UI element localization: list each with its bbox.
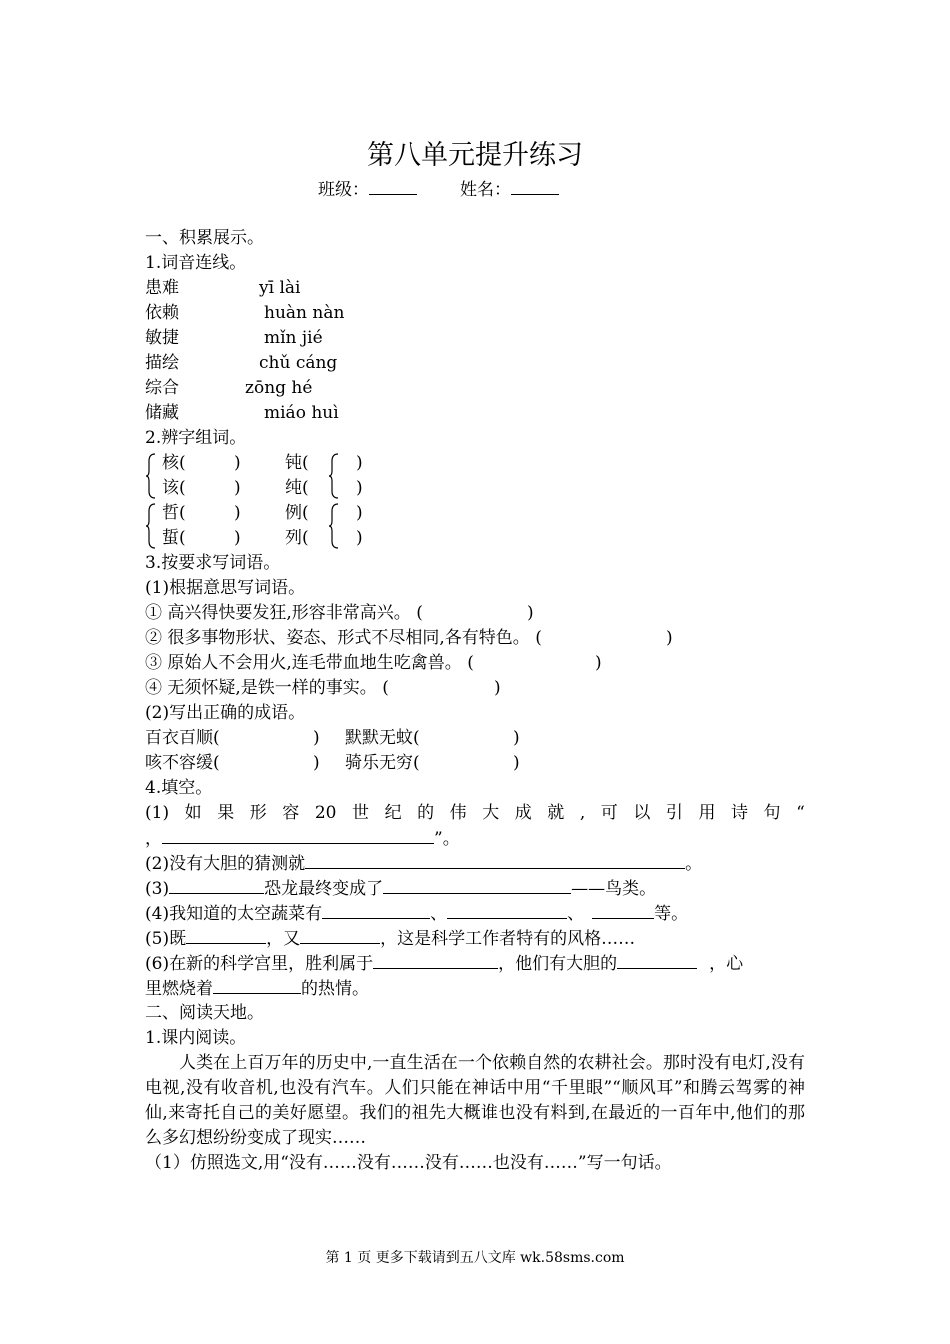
q4-l1-token: , (579, 803, 586, 823)
q4-l1-token: 成 (514, 803, 532, 823)
q4-line5 (145, 926, 635, 952)
q4-l1-token: 纪 (384, 803, 402, 823)
q4-l3-text: 恐龙最终变成了 (264, 879, 384, 899)
reading-passage: 人类在上百万年的历史中,一直生活在一个依赖自然的农耕社会。那时没有电灯,没有电视,没有收音机,也没有汽车。人们只能在神话中用“千里眼”“顺风耳”和腾云驾雾的神仙,来寄托自己的美好愿望。我们的祖先大概谁也没有料到,在最近的一百年中,他们的那么多幻想纷纷变成了现实…… (145, 1053, 805, 1148)
q3-idiom-close: ) (313, 728, 320, 748)
q2-close: ) (356, 528, 363, 548)
q4-l1-token: 诗 (730, 803, 748, 823)
q4-l1-token: 句 (763, 803, 781, 823)
q4-l1b-end: ”。 (434, 829, 460, 849)
q2-char: 哲( (162, 503, 186, 523)
q1-heading: 1.词音连线。 (145, 253, 247, 273)
q4-l4-sep: 、 (567, 904, 585, 924)
q3-idiom: 默默无蚊( (345, 728, 420, 748)
q4-l1-token: 的 (417, 803, 435, 823)
q4-l6-text: ，他们有大胆的 (498, 954, 618, 974)
q4-l1-token: 世 (352, 803, 370, 823)
q2-close: ) (234, 453, 241, 473)
q4-l1-token: 如 (184, 803, 202, 823)
q4-blank-1[interactable] (162, 826, 434, 844)
left-brace (145, 453, 157, 499)
q1-word: 依赖 (145, 303, 179, 323)
q4-blank-5a[interactable] (186, 926, 266, 944)
class-blank[interactable] (369, 177, 417, 195)
q3-item-close: ) (527, 603, 534, 623)
q4-l1-token: 伟 (449, 803, 467, 823)
right-group-brace (328, 503, 340, 549)
q4-l1-token: 可 (600, 803, 618, 823)
q4-l1-token: 就 (547, 803, 565, 823)
left-brace (145, 503, 157, 549)
q4-l1-token: 引 (665, 803, 683, 823)
q1-word: 综合 (145, 378, 179, 398)
q2-char: 蜇( (162, 528, 186, 548)
q2-char: 列( (285, 528, 309, 548)
q2-close: ) (234, 503, 241, 523)
q4-l1-token: 容 (282, 803, 300, 823)
q4-heading: 4.填空。 (145, 778, 213, 798)
s2-sub-heading: 1.课内阅读。 (145, 1028, 247, 1048)
q1-word: 患难 (145, 278, 179, 298)
q1-pinyin: yī lài (259, 278, 301, 298)
q4-blank-7[interactable] (213, 976, 301, 994)
q2-heading: 2.辨字组词。 (145, 428, 247, 448)
q4-blank-5b[interactable] (300, 926, 380, 944)
q4-l1-token: 果 (217, 803, 235, 823)
q4-blank-6b[interactable] (617, 951, 697, 969)
q3-idiom-close: ) (513, 728, 520, 748)
name-field (460, 177, 559, 203)
name-label: 姓名： (460, 180, 511, 200)
q4-l4-end: 等。 (654, 904, 689, 924)
section-1-heading: 一、积累展示。 (145, 228, 264, 248)
q2-close: ) (356, 478, 363, 498)
q1-pinyin: miáo huì (264, 403, 339, 423)
q4-blank-4a[interactable] (322, 901, 430, 919)
q4-line1b (145, 826, 460, 852)
q3-idiom: 百衣百顺( (145, 728, 220, 748)
q4-l7-text: 里燃烧着 (145, 979, 213, 999)
page-footer: 第 1 页 更多下载请到五八文库 wk.58sms.com (325, 1250, 625, 1266)
q4-blank-6a[interactable] (373, 951, 498, 969)
q1-pinyin: zōng hé (245, 378, 313, 398)
q1-word: 储藏 (145, 403, 179, 423)
q4-l5-end: ，这是科学工作者特有的风格…… (380, 929, 636, 949)
q4-blank-2[interactable] (305, 851, 685, 869)
q1-pinyin: mǐn jié (264, 328, 323, 348)
q2-char: 核( (162, 453, 186, 473)
q4-l2-end: 。 (685, 854, 703, 874)
q2-close: ) (234, 478, 241, 498)
q4-blank-4b[interactable] (447, 901, 567, 919)
q4-l4-sep: 、 (430, 904, 448, 924)
q1-pinyin: chǔ cáng (259, 353, 338, 373)
q3-heading: 3.按要求写词语。 (145, 553, 281, 573)
q3-item-close: ) (595, 653, 602, 673)
q4-l2-text: (2)没有大胆的猜测就 (145, 854, 306, 874)
q4-l1-token: 大 (482, 803, 500, 823)
section-2-heading: 二、阅读天地。 (145, 1003, 264, 1023)
q3-item-close: ) (494, 678, 501, 698)
q1-word: 敏捷 (145, 328, 179, 348)
q2-close: ) (356, 503, 363, 523)
q4-l5-text: ，又 (266, 929, 301, 949)
q3-item-close: ) (666, 628, 673, 648)
q4-l6-end: ，心 (709, 954, 744, 974)
q1-pinyin: huàn nàn (264, 303, 345, 323)
q4-l4-text: (4)我知道的太空蔬菜有 (145, 904, 323, 924)
q4-line4 (145, 901, 688, 927)
q3-idiom: 咳不容缓( (145, 753, 220, 773)
class-label: 班级： (318, 180, 369, 200)
q4-l3-end: ——鸟类。 (571, 879, 657, 899)
q4-l7-end: 的热情。 (301, 979, 369, 999)
q2-char: 钝( (285, 453, 309, 473)
q4-l1-token: “ (796, 803, 805, 823)
q4-line1 (145, 801, 805, 826)
reading-question-1: （1）仿照选文,用“没有……没有……没有……也没有……”写一句话。 (145, 1153, 672, 1173)
q4-blank-3a[interactable] (169, 876, 264, 894)
q4-line3 (145, 876, 656, 902)
q4-blank-3b[interactable] (383, 876, 571, 894)
class-field (318, 177, 417, 203)
q3-sub2: (2)写出正确的成语。 (145, 703, 306, 723)
q4-l5-text: (5)既 (145, 929, 187, 949)
q2-char: 例( (285, 503, 309, 523)
q3-item: ④ 无须怀疑,是铁一样的事实。 ( (145, 678, 389, 698)
q4-line2 (145, 851, 702, 877)
q4-l1-token: 形 (249, 803, 267, 823)
q4-l1-token: 以 (633, 803, 651, 823)
q3-idiom: 骑乐无穷( (345, 753, 420, 773)
q2-char: 纯( (285, 478, 309, 498)
q2-close: ) (356, 453, 363, 473)
page-title: 第八单元提升练习 (367, 140, 583, 171)
q4-blank-4c[interactable] (592, 901, 654, 919)
q4-l1-token: 20 (314, 803, 337, 823)
name-blank[interactable] (511, 177, 559, 195)
right-group-brace (328, 453, 340, 499)
q3-sub1: (1)根据意思写词语。 (145, 578, 306, 598)
q3-item: ② 很多事物形状、姿态、形式不尽相同,各有特色。 ( (145, 628, 542, 648)
q1-word: 描绘 (145, 353, 179, 373)
q4-l3-label: (3) (145, 879, 170, 899)
q4-l6-text: (6)在新的科学宫里，胜利属于 (145, 954, 374, 974)
q3-item: ③ 原始人不会用火,连毛带血地生吃禽兽。 ( (145, 653, 474, 673)
q2-close: ) (234, 528, 241, 548)
q4-l1-token: 用 (698, 803, 716, 823)
q4-l1-token: (1) (145, 803, 170, 823)
q4-line7 (145, 976, 369, 1002)
q2-char: 该( (162, 478, 186, 498)
q4-line6 (145, 951, 743, 977)
q3-idiom-close: ) (313, 753, 320, 773)
q3-item: ① 高兴得快要发狂,形容非常高兴。 ( (145, 603, 423, 623)
q4-l1b-start: ， (145, 829, 162, 849)
q3-idiom-close: ) (513, 753, 520, 773)
